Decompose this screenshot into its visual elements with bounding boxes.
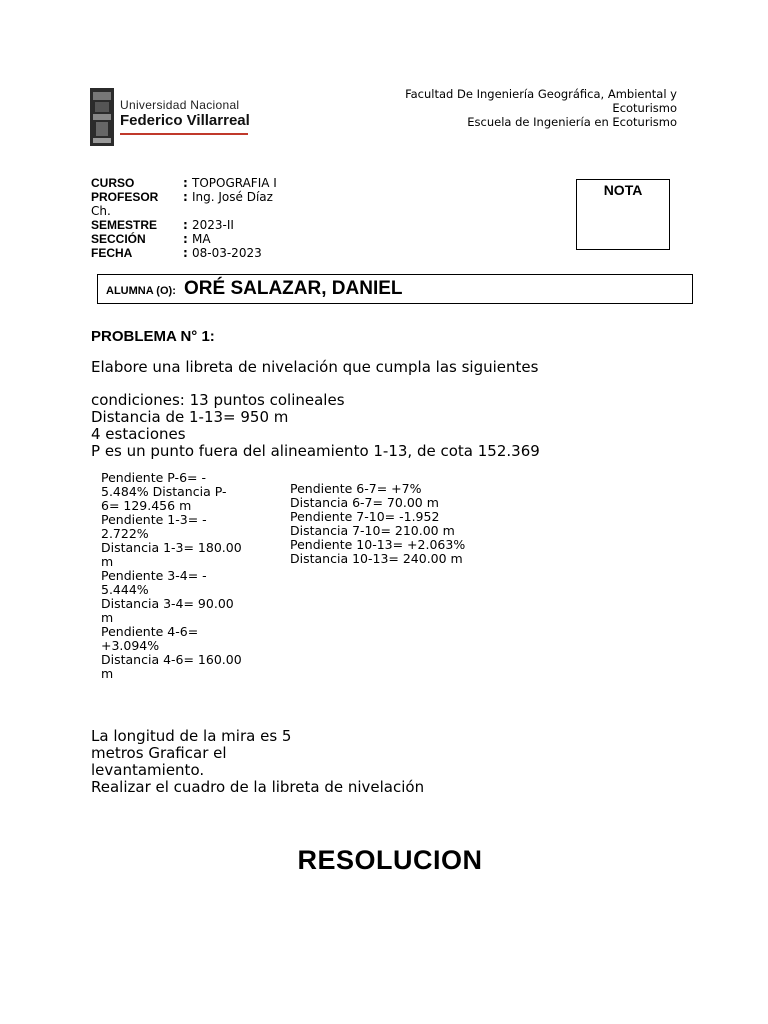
logo-university-line2: Federico Villarreal bbox=[120, 112, 250, 129]
faculty-line1: Facultad De Ingeniería Geográfica, Ambiental y bbox=[405, 87, 677, 101]
slope-line: m bbox=[101, 610, 114, 625]
slope-line: Pendiente 10-13= +2.063% bbox=[290, 537, 466, 552]
slope-line: m bbox=[101, 554, 114, 569]
slope-line: 5.484% Distancia P- bbox=[101, 484, 227, 499]
nota-box bbox=[576, 179, 670, 250]
problem-conditions bbox=[91, 392, 540, 460]
slope-line: Pendiente P-6= - bbox=[101, 470, 206, 485]
school-name: Escuela de Ingeniería en Ecoturismo bbox=[467, 115, 677, 129]
semestre-label: SEMESTRE bbox=[91, 218, 158, 232]
logo-university-line1: Universidad Nacional bbox=[120, 98, 240, 112]
problem-closing bbox=[91, 728, 424, 796]
problem-title: PROBLEMA N° 1: bbox=[91, 328, 215, 345]
slope-line: Distancia 6-7= 70.00 m bbox=[290, 495, 439, 510]
student-name: ORÉ SALAZAR, DANIEL bbox=[184, 278, 403, 299]
student-label: ALUMNA (O): bbox=[106, 285, 176, 297]
slope-line: Distancia 1-3= 180.00 bbox=[101, 540, 242, 555]
closing-line: metros Graficar el bbox=[91, 744, 227, 762]
course-info: CURSO : TOPOGRAFIA I PROFESOR : Ing. José Díaz Ch. SEMESTRE : 2023-II SECCIÓN : MA FECHA : 08-03-2023 bbox=[91, 176, 277, 260]
problem-intro: Elabore una libreta de nivelación que cumpla las siguientes bbox=[91, 358, 539, 376]
faculty-line2: Ecoturismo bbox=[612, 101, 677, 115]
closing-line: levantamiento. bbox=[91, 761, 205, 779]
slope-line: m bbox=[101, 666, 114, 681]
slope-line: Distancia 4-6= 160.00 bbox=[101, 652, 242, 667]
curso-label: CURSO bbox=[91, 176, 135, 190]
fecha-value: 08-03-2023 bbox=[191, 246, 262, 260]
condition-line: condiciones: 13 puntos colineales bbox=[91, 391, 345, 409]
closing-line: Realizar el cuadro de la libreta de nivelación bbox=[91, 778, 425, 796]
slopes-left-column bbox=[101, 471, 251, 681]
closing-line: La longitud de la mira es 5 bbox=[91, 727, 292, 745]
slope-line: Pendiente 7-10= -1.952 bbox=[290, 509, 440, 524]
seccion-value: MA bbox=[191, 232, 211, 246]
slope-line: 6= 129.456 m bbox=[101, 498, 192, 513]
slope-line: Pendiente 3-4= - bbox=[101, 568, 207, 583]
fecha-label: FECHA bbox=[91, 246, 133, 260]
university-logo bbox=[90, 88, 250, 148]
university-seal-icon bbox=[90, 88, 114, 146]
slope-line: 5.444% bbox=[101, 582, 149, 597]
resolucion-heading: RESOLUCION bbox=[297, 845, 483, 875]
slope-line: Pendiente 4-6= bbox=[101, 624, 199, 639]
condition-line: Distancia de 1-13= 950 m bbox=[91, 408, 289, 426]
slope-line: Distancia 10-13= 240.00 m bbox=[290, 551, 463, 566]
slope-line: Distancia 7-10= 210.00 m bbox=[290, 523, 455, 538]
profesor-value-cont: Ch. bbox=[91, 204, 111, 218]
faculty-header bbox=[377, 87, 677, 129]
slope-line: +3.094% bbox=[101, 638, 160, 653]
student-box bbox=[97, 274, 693, 304]
slope-line: Pendiente 6-7= +7% bbox=[290, 481, 422, 496]
profesor-label: PROFESOR bbox=[91, 190, 159, 204]
slope-line: Pendiente 1-3= - bbox=[101, 512, 207, 527]
condition-line: P es un punto fuera del alineamiento 1-13, de cota 152.369 bbox=[91, 442, 540, 460]
slopes-right-column bbox=[290, 482, 510, 566]
logo-accent-bar bbox=[120, 133, 248, 135]
nota-label: NOTA bbox=[603, 182, 643, 198]
seccion-label: SECCIÓN bbox=[91, 232, 146, 246]
slope-line: 2.722% bbox=[101, 526, 149, 541]
slope-line: Distancia 3-4= 90.00 bbox=[101, 596, 234, 611]
semestre-value: 2023-II bbox=[191, 218, 234, 232]
profesor-value: Ing. José Díaz bbox=[191, 190, 273, 204]
curso-value: TOPOGRAFIA I bbox=[191, 176, 277, 190]
condition-line: 4 estaciones bbox=[91, 425, 186, 443]
